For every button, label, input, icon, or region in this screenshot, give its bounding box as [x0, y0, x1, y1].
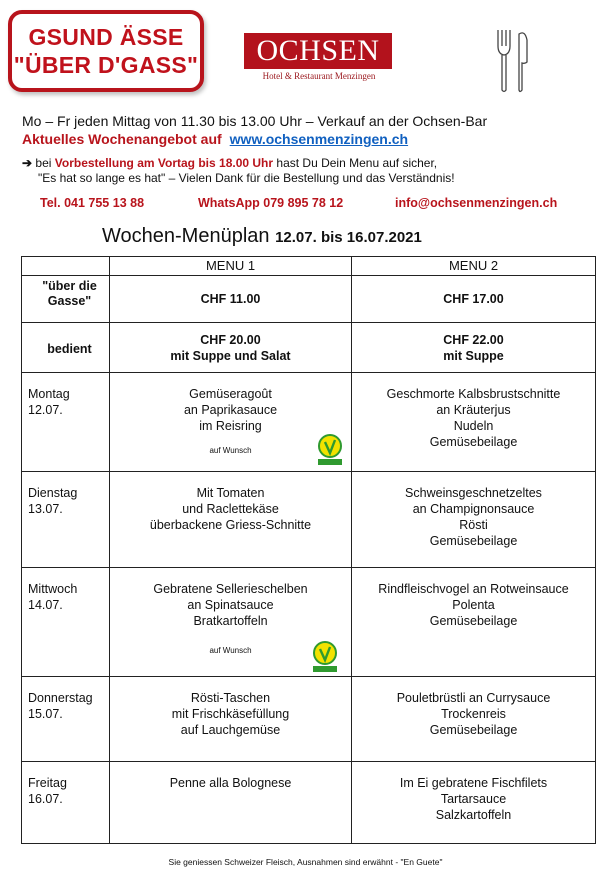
menu2-header: MENU 2	[352, 257, 596, 276]
day-cell	[22, 568, 110, 677]
vegan-label-icon	[312, 640, 338, 674]
dish-line: Tartarsauce	[440, 792, 507, 806]
dish-line: Geschmorte Kalbsbrustschnitte	[386, 387, 561, 401]
dish-line: Gemüsebeilage	[429, 435, 518, 449]
menu2-dish	[352, 373, 596, 472]
menu2-dish	[352, 762, 596, 844]
served-label: bedient	[22, 323, 110, 373]
day-cell	[22, 472, 110, 568]
dish-line: Im Ei gebratene Fischfilets	[399, 776, 548, 790]
table-row	[22, 677, 596, 762]
pre-order-text-a: bei	[35, 156, 52, 170]
table-row	[22, 762, 596, 844]
dish-line: auf Lauchgemüse	[180, 723, 281, 737]
dish-line: an Spinatsauce	[187, 598, 274, 612]
day-name: Dienstag	[28, 486, 78, 500]
dish-line: Trockenreis	[441, 707, 506, 721]
dish-line: überbackene Griess-Schnitte	[149, 518, 312, 532]
ochsen-logo	[244, 33, 394, 81]
day-name: Donnerstag	[28, 691, 93, 705]
pre-order-deadline: Vorbestellung am Vortag bis 18.00 Uhr	[54, 156, 274, 170]
served-price-menu2	[352, 323, 596, 373]
dish-line: Gemüseragoût	[189, 387, 272, 401]
menu1-header: MENU 1	[110, 257, 352, 276]
badge-line-1: GSUND ÄSSE	[28, 24, 184, 50]
takeaway-label: "über die Gasse"	[22, 276, 110, 323]
served-price-menu1	[110, 323, 352, 373]
opening-hours: Mo – Fr jeden Mittag von 11.30 bis 13.00 Uhr – Verkauf an der Ochsen-Bar	[22, 113, 488, 129]
table-row	[22, 568, 596, 677]
day-date: 15.07.	[28, 707, 63, 721]
served-price-menu2-extra: mit Suppe	[443, 348, 504, 363]
phone-number[interactable]: Tel. 041 755 13 88	[40, 196, 145, 210]
dish-line: Gebratene Sellerieschelben	[153, 582, 308, 596]
menu2-dish	[352, 472, 596, 568]
menu2-dish	[352, 568, 596, 677]
day-date: 14.07.	[28, 598, 63, 612]
footer-note: Sie geniessen Schweizer Fleisch, Ausnahmen sind erwähnt - "En Guete"	[168, 857, 443, 867]
dish-line: Schweinsgeschnetzeltes	[405, 486, 542, 500]
day-cell	[22, 677, 110, 762]
dish-line: Pouletbrüstli an Currysauce	[396, 691, 551, 705]
served-price-menu1-extra: mit Suppe und Salat	[170, 348, 291, 363]
day-name: Freitag	[28, 776, 67, 790]
dish-line: und Raclettekäse	[182, 502, 279, 516]
menu1-dish	[110, 373, 352, 472]
table-row	[22, 472, 596, 568]
dish-line: Gemüsebeilage	[429, 614, 518, 628]
whatsapp-number[interactable]: WhatsApp 079 895 78 12	[198, 196, 344, 210]
weekly-offer-line	[22, 131, 408, 147]
fork-and-knife-icon	[492, 28, 532, 94]
menu-plan-dates: 12.07. bis 16.07.2021	[275, 229, 422, 246]
menu1-dish	[110, 677, 352, 762]
day-name: Mittwoch	[28, 582, 78, 596]
served-price-menu1-amount: CHF 20.00	[200, 332, 261, 347]
logo-name: OCHSEN	[244, 33, 392, 69]
menu-plan-heading: Wochen-Menüplan	[102, 225, 270, 247]
dish-line: Rösti-Taschen	[190, 691, 271, 705]
corner-cell	[22, 257, 110, 276]
dish-line: Mit Tomaten	[196, 486, 265, 500]
dish-line: Rindfleischvogel an Rotweinsauce	[378, 582, 569, 596]
pre-order-text-c: hast Du Dein Menu auf sicher,	[276, 156, 438, 170]
menu1-dish	[110, 568, 352, 677]
dish-line: Nudeln	[453, 419, 494, 433]
takeaway-price-menu1: CHF 11.00	[110, 276, 352, 323]
dish-line: Gemüsebeilage	[429, 723, 518, 737]
day-date: 13.07.	[28, 502, 63, 516]
logo-subtitle: Hotel & Restaurant Menzingen	[262, 71, 376, 81]
day-cell	[22, 762, 110, 844]
dish-line: Salzkartoffeln	[435, 808, 512, 822]
dish-line: Bratkartoffeln	[193, 614, 268, 628]
street-food-badge	[8, 10, 204, 92]
day-cell	[22, 373, 110, 472]
menu-plan-title	[102, 225, 422, 248]
dish-line: im Reisring	[199, 419, 262, 433]
email-address[interactable]: info@ochsenmenzingen.ch	[395, 196, 558, 210]
vegan-label-icon	[317, 433, 343, 467]
website-link[interactable]: www.ochsenmenzingen.ch	[229, 131, 409, 147]
arrow-right-icon: ➔	[22, 156, 33, 170]
pre-order-line	[22, 156, 437, 170]
table-row	[22, 373, 596, 472]
menu-table	[21, 256, 596, 844]
on-request-note: auf Wunsch	[209, 446, 252, 455]
dish-line: an Champignonsauce	[412, 502, 535, 516]
dish-line: Polenta	[452, 598, 495, 612]
thanks-line: "Es hat so lange es hat" – Vielen Dank für die Bestellung und das Verständnis!	[38, 171, 455, 185]
day-date: 12.07.	[28, 403, 63, 417]
served-price-menu2-amount: CHF 22.00	[443, 332, 504, 347]
menu1-dish	[110, 762, 352, 844]
dish-line: an Paprikasauce	[183, 403, 278, 417]
day-name: Montag	[28, 387, 70, 401]
dish-line: Rösti	[459, 518, 488, 532]
dish-line: mit Frischkäsefüllung	[171, 707, 290, 721]
dish-line: an Kräuterjus	[436, 403, 511, 417]
menu1-dish	[110, 472, 352, 568]
day-date: 16.07.	[28, 792, 63, 806]
dish-line: Gemüsebeilage	[429, 534, 518, 548]
dish-line: Penne alla Bolognese	[169, 776, 292, 790]
on-request-note: auf Wunsch	[209, 646, 252, 655]
badge-line-2: "ÜBER D'GASS"	[13, 52, 199, 78]
weekly-offer-label: Aktuelles Wochenangebot auf	[22, 131, 222, 147]
menu2-dish	[352, 677, 596, 762]
takeaway-price-menu2: CHF 17.00	[352, 276, 596, 323]
